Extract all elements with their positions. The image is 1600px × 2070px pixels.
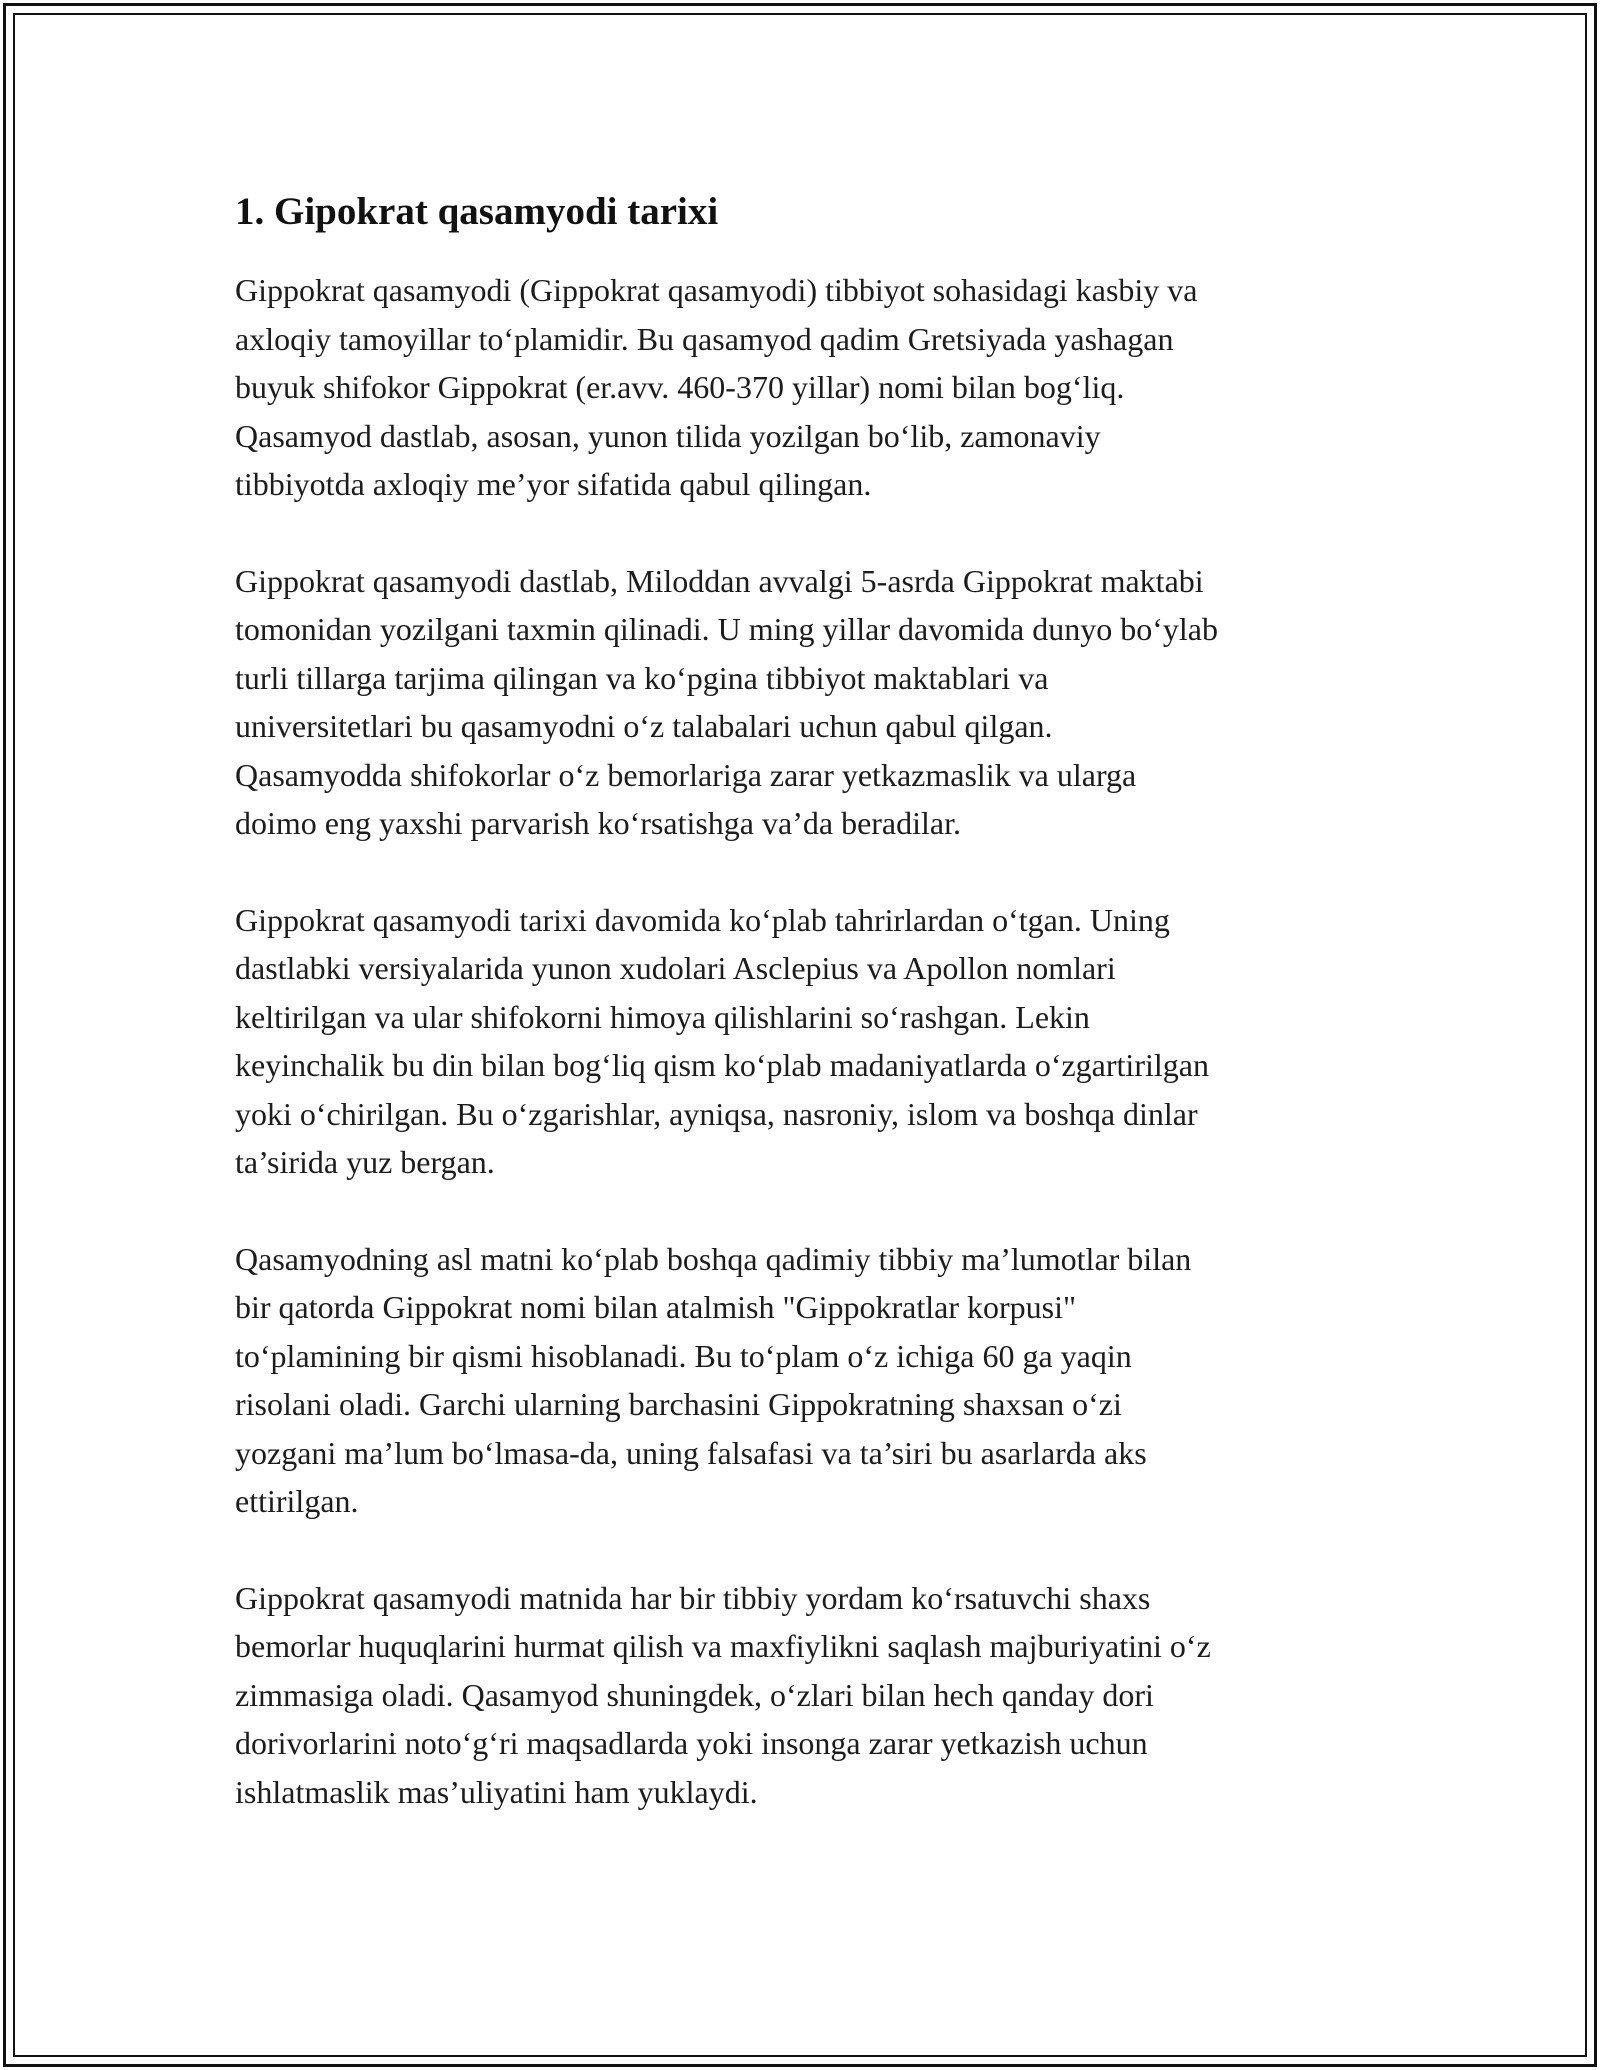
- document-title: 1. Gipokrat qasamyodi tarixi: [235, 190, 719, 233]
- paragraph-5: [235, 1574, 1375, 1817]
- paragraph-line: Qasamyodning asl matni ko‘plab boshqa qadimiy tibbiy ma’lumotlar bilan: [235, 1240, 1192, 1277]
- document-body: [235, 186, 1375, 1864]
- paragraph-line: keltirilgan va ular shifokorni himoya qilishlarini so‘rashgan. Lekin: [235, 998, 1090, 1035]
- paragraph-line: buyuk shifokor Gippokrat (er.avv. 460-370 yillar) nomi bilan bog‘liq.: [235, 369, 1125, 405]
- paragraph-line: ishlatmaslik mas’uliyatini ham yuklaydi.: [235, 1773, 758, 1810]
- paragraph-line: zimmasiga oladi. Qasamyod shuningdek, o‘zlari bilan hech qanday dori: [235, 1676, 1154, 1713]
- paragraph-line: ta’sirida yuz bergan.: [235, 1144, 495, 1180]
- paragraph-line: ettirilgan.: [235, 1483, 359, 1519]
- paragraph-line: bemorlar huquqlarini hurmat qilish va maxfiylikni saqlash majburiyatini o‘z: [235, 1628, 1211, 1664]
- paragraph-line: yoki o‘chirilgan. Bu o‘zgarishlar, ayniqsa, nasroniy, islom va boshqa dinlar: [235, 1095, 1198, 1132]
- paragraph-1: [235, 266, 1375, 509]
- paragraph-line: Gippokrat qasamyodi tarixi davomida ko‘plab tahrirlardan o‘tgan. Uning: [235, 901, 1170, 938]
- paragraph-line: to‘plamining bir qismi hisoblanadi. Bu to‘plam o‘z ichiga 60 ga yaqin: [235, 1337, 1132, 1374]
- paragraph-line: Gippokrat qasamyodi (Gippokrat qasamyodi) tibbiyot sohasidagi kasbiy va: [235, 272, 1198, 308]
- paragraph-line: tomonidan yozilgani taxmin qilinadi. U ming yillar davomida dunyo bo‘ylab: [235, 611, 1218, 647]
- paragraph-line: dastlabki versiyalarida yunon xudolari Asclepius va Apollon nomlari: [235, 950, 1116, 986]
- paragraph-line: universitetlari bu qasamyodni o‘z talabalari uchun qabul qilgan.: [235, 708, 1053, 744]
- paragraph-line: Gippokrat qasamyodi dastlab, Miloddan avvalgi 5-asrda Gippokrat maktabi: [235, 562, 1204, 599]
- paragraph-line: Qasamyod dastlab, asosan, yunon tilida yozilgan bo‘lib, zamonaviy: [235, 417, 1101, 454]
- paragraph-3: [235, 896, 1375, 1187]
- paragraph-line: tibbiyotda axloqiy me’yor sifatida qabul qilingan.: [235, 466, 872, 502]
- paragraph-line: Gippokrat qasamyodi matnida har bir tibbiy yordam ko‘rsatuvchi shaxs: [235, 1579, 1151, 1616]
- paragraph-line: turli tillarga tarjima qilingan va ko‘pgina tibbiyot maktablari va: [235, 659, 1049, 696]
- paragraph-line: keyinchalik bu din bilan bog‘liq qism ko‘plab madaniyatlarda o‘zgartirilgan: [235, 1047, 1209, 1083]
- paragraph-line: bir qatorda Gippokrat nomi bilan atalmish "Gippokratlar korpusi": [235, 1289, 1077, 1325]
- paragraph-line: yozgani ma’lum bo‘lmasa-da, uning falsafasi va ta’siri bu asarlarda aks: [235, 1434, 1147, 1471]
- paragraph-line: risolani oladi. Garchi ularning barchasini Gippokratning shaxsan o‘zi: [235, 1386, 1122, 1422]
- paragraph-4: [235, 1235, 1375, 1526]
- paragraph-line: Qasamyodda shifokorlar o‘z bemorlariga zarar yetkazmaslik va ularga: [235, 756, 1137, 793]
- paragraph-line: axloqiy tamoyillar to‘plamidir. Bu qasamyod qadim Gretsiyada yashagan: [235, 320, 1174, 357]
- paragraph-2: [235, 557, 1375, 848]
- paragraph-line: doimo eng yaxshi parvarish ko‘rsatishga va’da beradilar.: [235, 805, 961, 841]
- paragraph-line: dorivorlarini noto‘g‘ri maqsadlarda yoki insonga zarar yetkazish uchun: [235, 1725, 1148, 1761]
